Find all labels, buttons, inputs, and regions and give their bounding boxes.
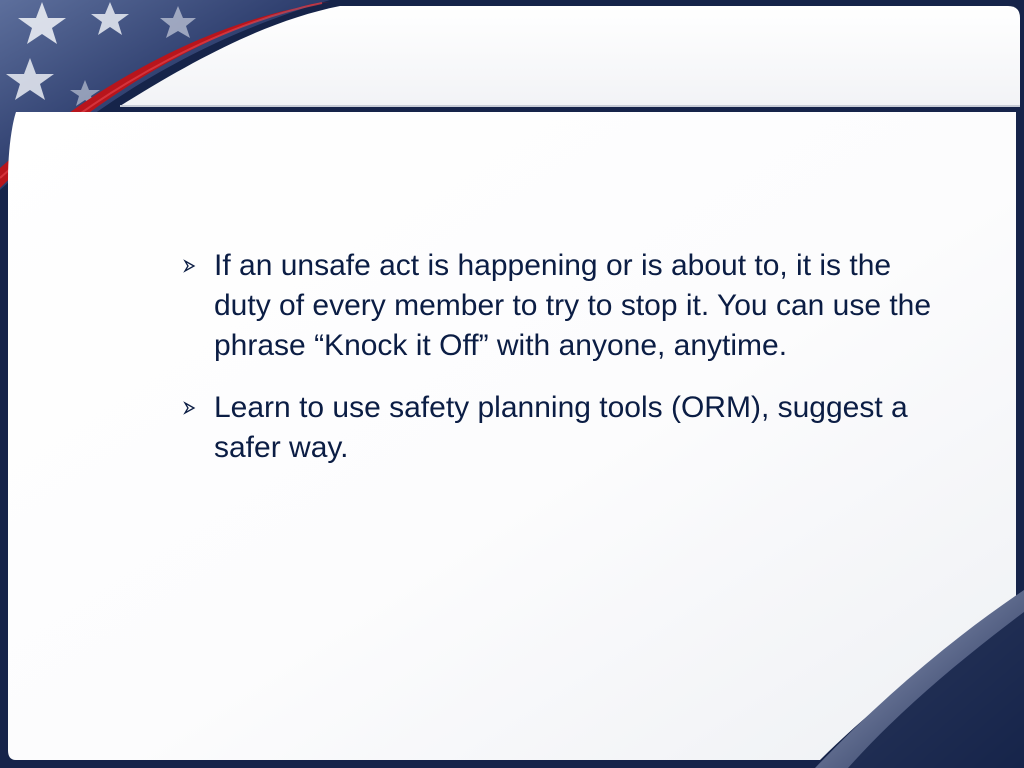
bullet-item (183, 246, 944, 366)
bullet-list (183, 246, 943, 468)
content-area (183, 246, 943, 490)
bullet-text: Learn to use safety planning tools (ORM), suggest a safer way. (214, 391, 908, 464)
bullet-item (183, 388, 944, 468)
chevron-arrow-icon (183, 246, 203, 286)
bullet-text: If an unsafe act is happening or is about to, it is the duty of every member to try to stop it. You can use the phrase “Knock it Off” with anyone, anytime. (214, 249, 932, 362)
chevron-arrow-icon (183, 388, 203, 428)
